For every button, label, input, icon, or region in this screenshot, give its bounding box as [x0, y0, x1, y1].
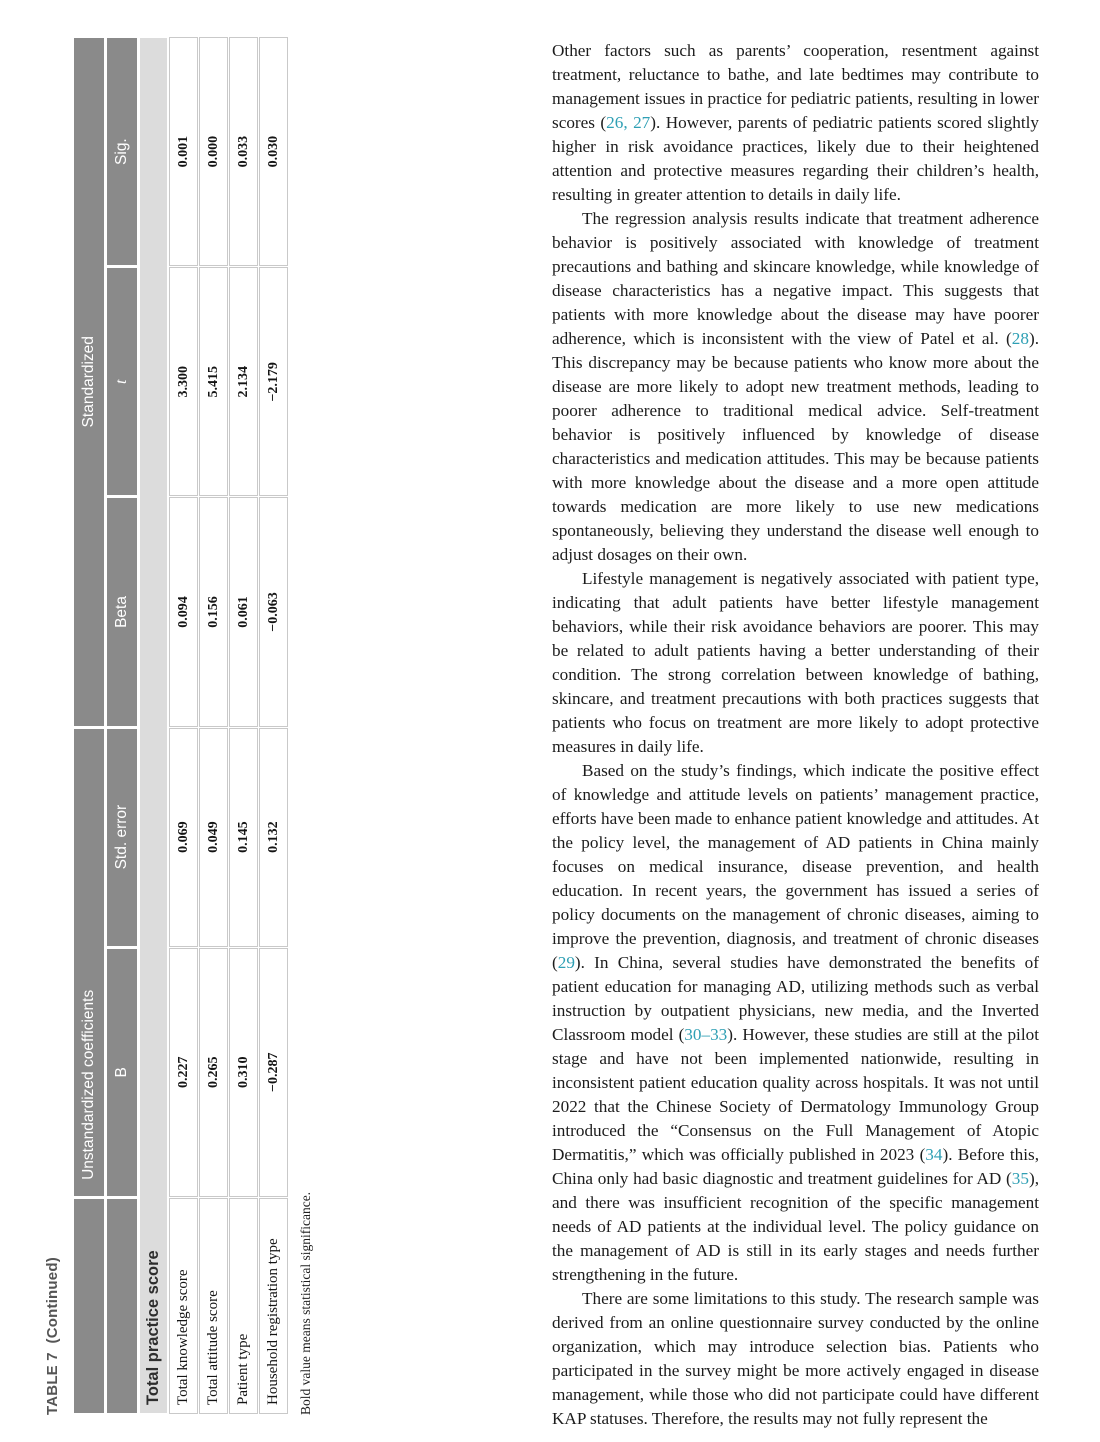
paragraph: The regression analysis results indicate that treatment adherence behavior is positively associated with knowledge of treatment precautions and bathing and skincare knowledge, while knowledge of disease characteristics has a negative impact. This suggests that patients with more knowledge about the disease may have poorer adherence, which is inconsistent with the view of Patel et al. (28). This discrepancy may be because patients who know more about the disease are more likely to adopt new treatment methods, leading to poorer adherence to traditional medical advice. Self-treatment behavior is positively influenced by knowledge of disease characteristics and medication attitudes. This may be because patients with more knowledge about the disease and a more open attitude towards medication are more likely to use new medications spontaneously, believing they understand the disease well enough to adjust dosages on their own.	[552, 209, 1039, 564]
cell-sig: 0.001	[169, 37, 198, 266]
section-header-total-practice-score: Total practice score	[139, 37, 168, 1414]
citation-link[interactable]: 30–33	[684, 1025, 728, 1044]
table-row	[229, 37, 258, 1414]
cell-b: 0.265	[199, 948, 228, 1197]
cell-b: 0.227	[169, 948, 198, 1197]
article-text-column	[552, 39, 1039, 1431]
table7-rotated-block	[44, 36, 314, 1415]
table-section-row	[139, 37, 168, 1414]
cell-std-error: 0.069	[169, 728, 198, 947]
citation-link[interactable]: 28	[1011, 329, 1029, 348]
cell-beta: 0.156	[199, 497, 228, 726]
paragraph: Other factors such as parents’ cooperation, resentment against treatment, reluctance to bathe, and late bedtimes may contribute to management issues in practice for pediatric patients, resulting in lower scores (26, 27). However, parents of pediatric patients scored slightly higher in risk avoidance practices, likely due to their heightened attention and protective measures regarding their children’s health, resulting in greater attention to details in daily life.	[552, 41, 1039, 204]
cell-std-error: 0.132	[259, 728, 288, 947]
paragraph: There are some limitations to this study. The research sample was derived from an online questionnaire survey conducted by the online organization, which may introduce selection bias. Patients who participated in the survey might be more actively engaged in disease management, while those who did not participate could have different KAP statuses. Therefore, the results may not fully represent the	[552, 1289, 1039, 1428]
cell-b: −0.287	[259, 948, 288, 1197]
cell-t: 2.134	[229, 267, 258, 496]
row-label: Household registration type	[259, 1198, 288, 1414]
table-caption-label: TABLE 7	[44, 1352, 61, 1415]
cell-b: 0.310	[229, 948, 258, 1197]
citation-link[interactable]: 34	[925, 1145, 943, 1164]
table-caption	[44, 36, 61, 1415]
paragraph: Lifestyle management is negatively associated with patient type, indicating that adult patients have better lifestyle management behaviors, while their risk avoidance behaviors are poorer. This may be related to adult patients having a better understanding of their condition. The strong correlation between knowledge of bathing, skincare, and treatment precautions with both practices suggests that patients who focus on treatment are more likely to adopt protective measures in daily life.	[552, 569, 1039, 756]
row-label: Total knowledge score	[169, 1198, 198, 1414]
table-group-header-row	[73, 37, 105, 1414]
regression-table	[72, 36, 289, 1415]
citation-link[interactable]: 35	[1011, 1169, 1029, 1188]
paragraph: Based on the study’s findings, which indicate the positive effect of knowledge and attitude levels on patients’ management practice, efforts have been made to enhance patient knowledge and attitudes. At the policy level, the management of AD patients in China mainly focuses on medical insurance, disease prevention, and health education. In recent years, the government has issued a series of policy documents on the management of chronic diseases, aiming to improve the prevention, diagnosis, and treatment of chronic diseases (29). In China, several studies have demonstrated the benefits of patient education for managing AD, utilizing methods such as verbal instruction by outpatient physicians, new media, and the Inverted Classroom model (30–33). However, these studies are still at the pilot stage and have not been implemented nationwide, resulting in inconsistent patient education quality across hospitals. It was not until 2022 that the Chinese Society of Dermatology Immunology Group introduced the “Consensus on the Full Management of Atopic Dermatitis,” which was officially published in 2023 (34). Before this, China only had basic diagnostic and treatment guidelines for AD (35), and there was insufficient recognition of the specific management needs of AD patients at the individual level. The policy guidance on the management of AD is still in its early stages and needs further strengthening in the future.	[552, 761, 1039, 1284]
table-caption-continued-text: (Continued)	[44, 1257, 61, 1344]
table-header-row	[106, 37, 138, 1414]
cell-std-error: 0.049	[199, 728, 228, 947]
cell-t: 5.415	[199, 267, 228, 496]
citation-link[interactable]: 26, 27	[606, 113, 651, 132]
cell-sig: 0.033	[229, 37, 258, 266]
table-row	[259, 37, 288, 1414]
col-header-t: t	[106, 267, 138, 496]
group-header-unstandardized: Unstandardized coefficients	[73, 728, 105, 1197]
row-label: Patient type	[229, 1198, 258, 1414]
col-header-b: B	[106, 948, 138, 1197]
group-header-standardized: Standardized	[73, 37, 105, 727]
citation-link[interactable]: 29	[557, 953, 575, 972]
cell-sig: 0.000	[199, 37, 228, 266]
corner-header-cell-2	[106, 1198, 138, 1414]
cell-t: 3.300	[169, 267, 198, 496]
table-footnote: Bold value means statistical significance.	[298, 1191, 313, 1415]
col-header-std-error: Std. error	[106, 728, 138, 947]
corner-header-cell	[73, 1198, 105, 1414]
table-caption-continued	[44, 1343, 61, 1347]
cell-std-error: 0.145	[229, 728, 258, 947]
cell-t: −2.179	[259, 267, 288, 496]
col-header-beta: Beta	[106, 497, 138, 726]
cell-beta: −0.063	[259, 497, 288, 726]
row-label: Total attitude score	[199, 1198, 228, 1414]
table-row	[199, 37, 228, 1414]
cell-sig: 0.030	[259, 37, 288, 266]
table-row	[169, 37, 198, 1414]
cell-beta: 0.061	[229, 497, 258, 726]
cell-beta: 0.094	[169, 497, 198, 726]
col-header-sig: Sig.	[106, 37, 138, 266]
